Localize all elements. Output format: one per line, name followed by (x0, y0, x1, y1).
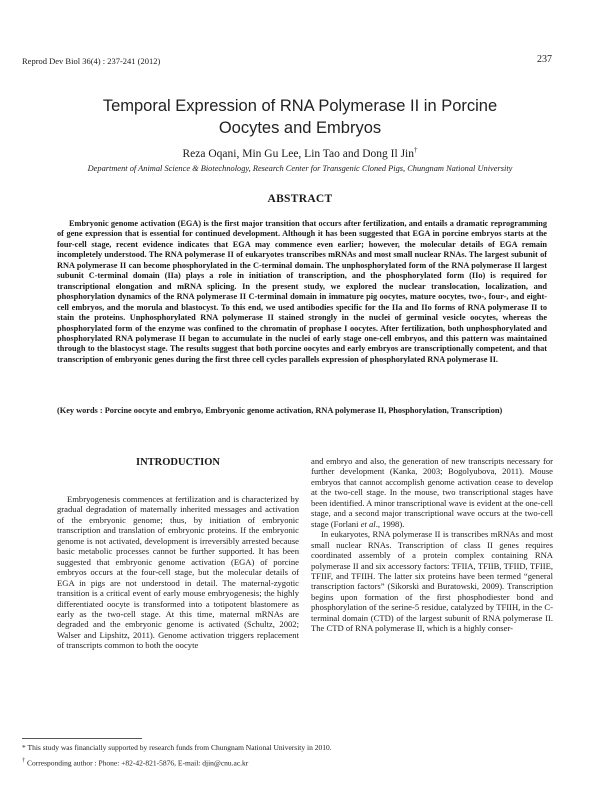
intro-para-text-a: and embryo and also, the generation of new transcripts necessary for further development (Kanka, 2003; Bogolyubova, 2011). Mouse embryos that cannot accomplish genome activation cease to develop at the two-cell stage. In the mouse, two transcriptional stages have been identified. A minor transcriptional wave is evident at the one-cell stage, and a second major transcriptional wave occurs at the two-cell stage (Forlani (311, 456, 553, 529)
introduction-heading: INTRODUCTION (135, 457, 220, 468)
paper-title (80, 95, 520, 139)
intro-para-text-b: ., 1998). (375, 518, 405, 529)
keywords-label: (Key words : (57, 406, 105, 415)
abstract-heading: ABSTRACT (267, 193, 333, 205)
affiliation: Department of Animal Science & Biotechnology, Research Center for Transgenic Cloned Pigs, Chungnam National University (87, 164, 513, 173)
title-line-2: Oocytes and Embryos (218, 119, 382, 137)
title-line-1: Temporal Expression of RNA Polymerase II in Porcine (102, 97, 498, 115)
footnote-contact: Corresponding author : Phone: +82-42-821-5876, E-mail: djin@cnu.ac.kr (25, 758, 249, 768)
footnotes (22, 741, 562, 770)
intro-paragraph-2: In eukaryotes, RNA polymerase II is transcribes mRNAs and most small nuclear RNAs. Transcription of class II genes requires coordinated assembly of a protein complex containing RNA polymerase II and six accessory factors: TFIIA, TFIIB, TFIID, TFIIE, TFIIF, and TFIIH. The latter six proteins have been termed “general transcription factors” (Sikorski and Buratowski, 2009). Transcription begins upon formation of the first phosphodiester bond and phosphorylation of the serine-5 residue, catalyzed by TFIIH, in the C-terminal domain (CTD) of the largest subunit of RNA polymerase II. The CTD of RNA polymerase II, which is a highly conser- (311, 529, 553, 634)
right-column (311, 456, 553, 634)
intro-paragraph-continued (311, 456, 553, 529)
footnote-funding: * This study was financially supported by research funds from Chungnam National University in 2010. (22, 743, 332, 752)
et-al: et al (360, 518, 376, 529)
abstract-body: Embryonic genome activation (EGA) is the first major transition that occurs after fertilization, and entails a dramatic reprogramming of gene expression that is essential for continued development. Although it has been suggested that EGA in porcine embryos starts at the four-cell stage, recent evidence indicates that EGA may commence even earlier; however, the molecular details of EGA remain incompletely understood. The RNA polymerase II of eukaryotes transcribes mRNAs and most small nuclear RNAs. The largest subunit of RNA polymerase II can become phosphorylated in the C-terminal domain. The unphosphorylated form of the RNA polymerase II largest subunit C-terminal domain (IIa) plays a role in initiation of transcription, and the phosphorylated form (IIo) is required for transcriptional elongation and mRNA splicing. In the present study, we explored the nuclear translocation, localization, and phosphorylation dynamics of the RNA polymerase II C-terminal domain in immature pig oocytes, mature oocytes, two-, four-, and eight-cell embryos, and the morula and blastocyst. To this end, we used antibodies specific for the IIa and IIo forms of RNA polymerase II to stain the proteins. Unphosphorylated RNA polymerase II stained strongly in the nuclei of germinal vesicle oocytes, whereas the phosphorylated form of the enzyme was confined to the chromatin of prophase I oocytes. After fertilization, both unphosphorylated and phosphorylated RNA polymerase II began to accumulate in the nuclei of early stage one-cell embryos, and this pattern was maintained through to the blastocyst stage. The results suggest that both porcine oocytes and early embryos are transcriptionally competent, and that transcription of embryonic genes during the first three cell cycles parallels expression of phosphorylated RNA polymerase II. (57, 219, 547, 364)
footnote-mark: † (22, 757, 26, 764)
journal-citation: Reprod Dev Biol 36(4) : 237-241 (2012) (22, 56, 161, 66)
keywords-list: Porcine oocyte and embryo, Embryonic genome activation, RNA polymerase II, Phosphorylation, Transcription) (104, 406, 503, 415)
footnote-corresponding (22, 754, 562, 770)
left-column (57, 456, 299, 651)
keywords (57, 406, 547, 416)
footnote-rule (22, 738, 142, 739)
author-list: Reza Oqani, Min Gu Lee, Lin Tao and Dong Il Jin (182, 147, 414, 160)
intro-paragraph-1: Embryogenesis commences at fertilization and is characterized by gradual degradation of maternally inherited messages and activation of the embryonic genome; thus, by initiation of embryonic transcription and translation of embryonic proteins. If the embryonic genome is not activated, development is irreversibly arrested because basic metabolic processes cannot be further supported. It has been suggested that embryonic genome activation (EGA) of porcine embryos occurs at the four-cell stage, but the molecular details of EGA in pigs are not understood in detail. The maternal-zygotic transition is a critical event of early mouse embryogenesis; the highly differentiated oocyte is transformed into a totipotent blastomere as early as the two-cell stage. At this time, maternal mRNAs are degraded and the embryonic genome is activated (Schultz, 2002; Walser and Lipshitz, 2011). Genome activation triggers replacement of transcripts common to both the oocyte (57, 494, 299, 651)
corresponding-mark: † (414, 146, 418, 154)
authors (0, 146, 600, 160)
page-number: 237 (537, 54, 552, 65)
